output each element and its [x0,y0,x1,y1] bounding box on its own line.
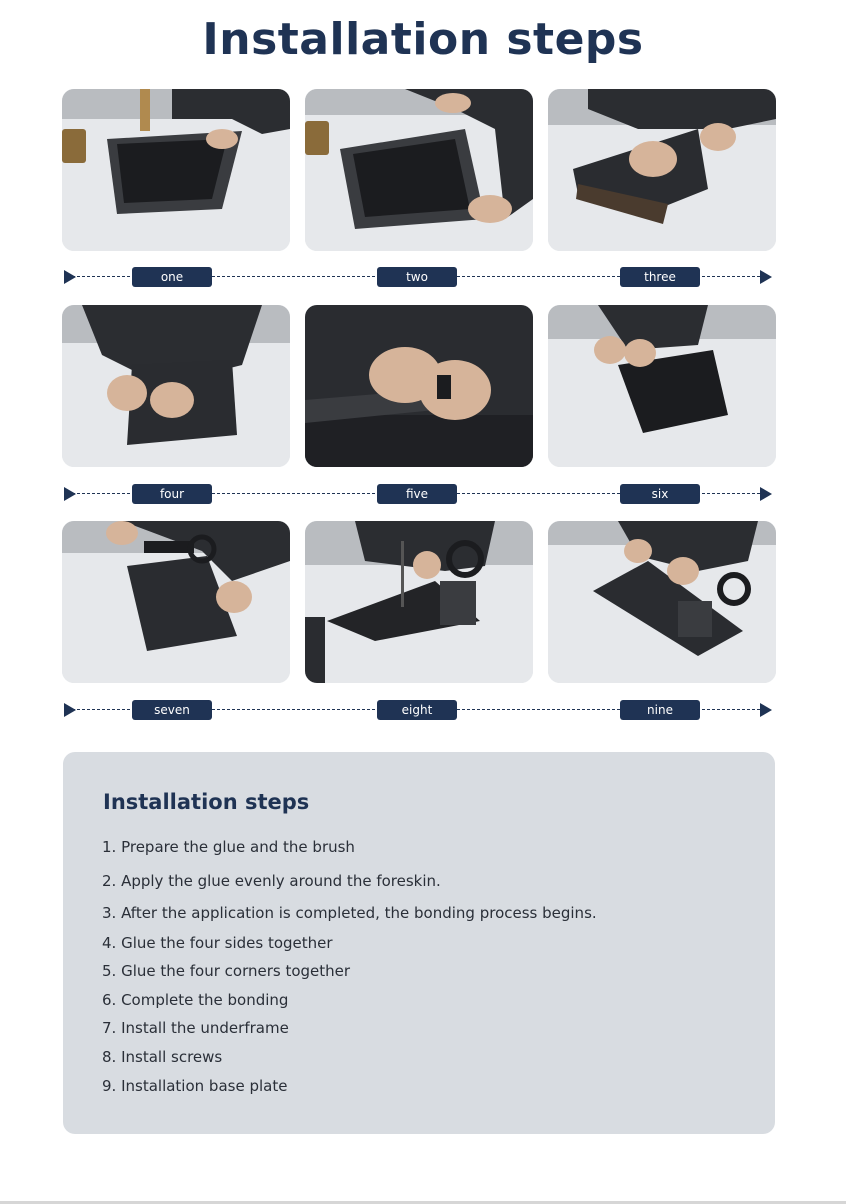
instruction-item: 6. Complete the bonding [102,991,289,1009]
arrow-right-icon [64,703,76,717]
photo-glue-brush-icon [62,89,290,251]
instruction-item: 2. Apply the glue evenly around the foreskin. [102,872,441,890]
arrow-right-icon [760,703,772,717]
timeline-row-2 [62,484,772,504]
step-label-seven: seven [132,700,212,720]
step-label-six: six [620,484,700,504]
step-photo-7 [62,521,290,683]
step-photo-9 [548,521,776,683]
instruction-item: 8. Install screws [102,1048,223,1066]
panel-title: Installation steps [103,790,310,814]
instruction-item: 9. Installation base plate [102,1077,288,1095]
instructions-panel [63,752,775,1134]
step-photo-1 [62,89,290,251]
step-label-nine: nine [620,700,700,720]
instruction-item: 1. Prepare the glue and the brush [102,838,355,856]
step-label-one: one [132,267,212,287]
timeline-row-3 [62,700,772,720]
timeline-row-1 [62,267,772,287]
step-photo-2 [305,89,533,251]
arrow-right-icon [64,270,76,284]
step-label-four: four [132,484,212,504]
arrow-right-icon [760,270,772,284]
instruction-item: 4. Glue the four sides together [102,934,333,952]
arrow-right-icon [760,487,772,501]
step-photo-5 [305,305,533,467]
instruction-item: 3. After the application is completed, the bonding process begins. [102,904,597,922]
step-photo-3 [548,89,776,251]
step-label-eight: eight [377,700,457,720]
step-photo-8 [305,521,533,683]
step-photo-6 [548,305,776,467]
arrow-right-icon [64,487,76,501]
instruction-item: 5. Glue the four corners together [102,962,351,980]
step-label-five: five [377,484,457,504]
page-title: Installation steps [202,14,644,65]
step-label-three: three [620,267,700,287]
step-photo-4 [62,305,290,467]
step-label-two: two [377,267,457,287]
instruction-item: 7. Install the underframe [102,1019,289,1037]
